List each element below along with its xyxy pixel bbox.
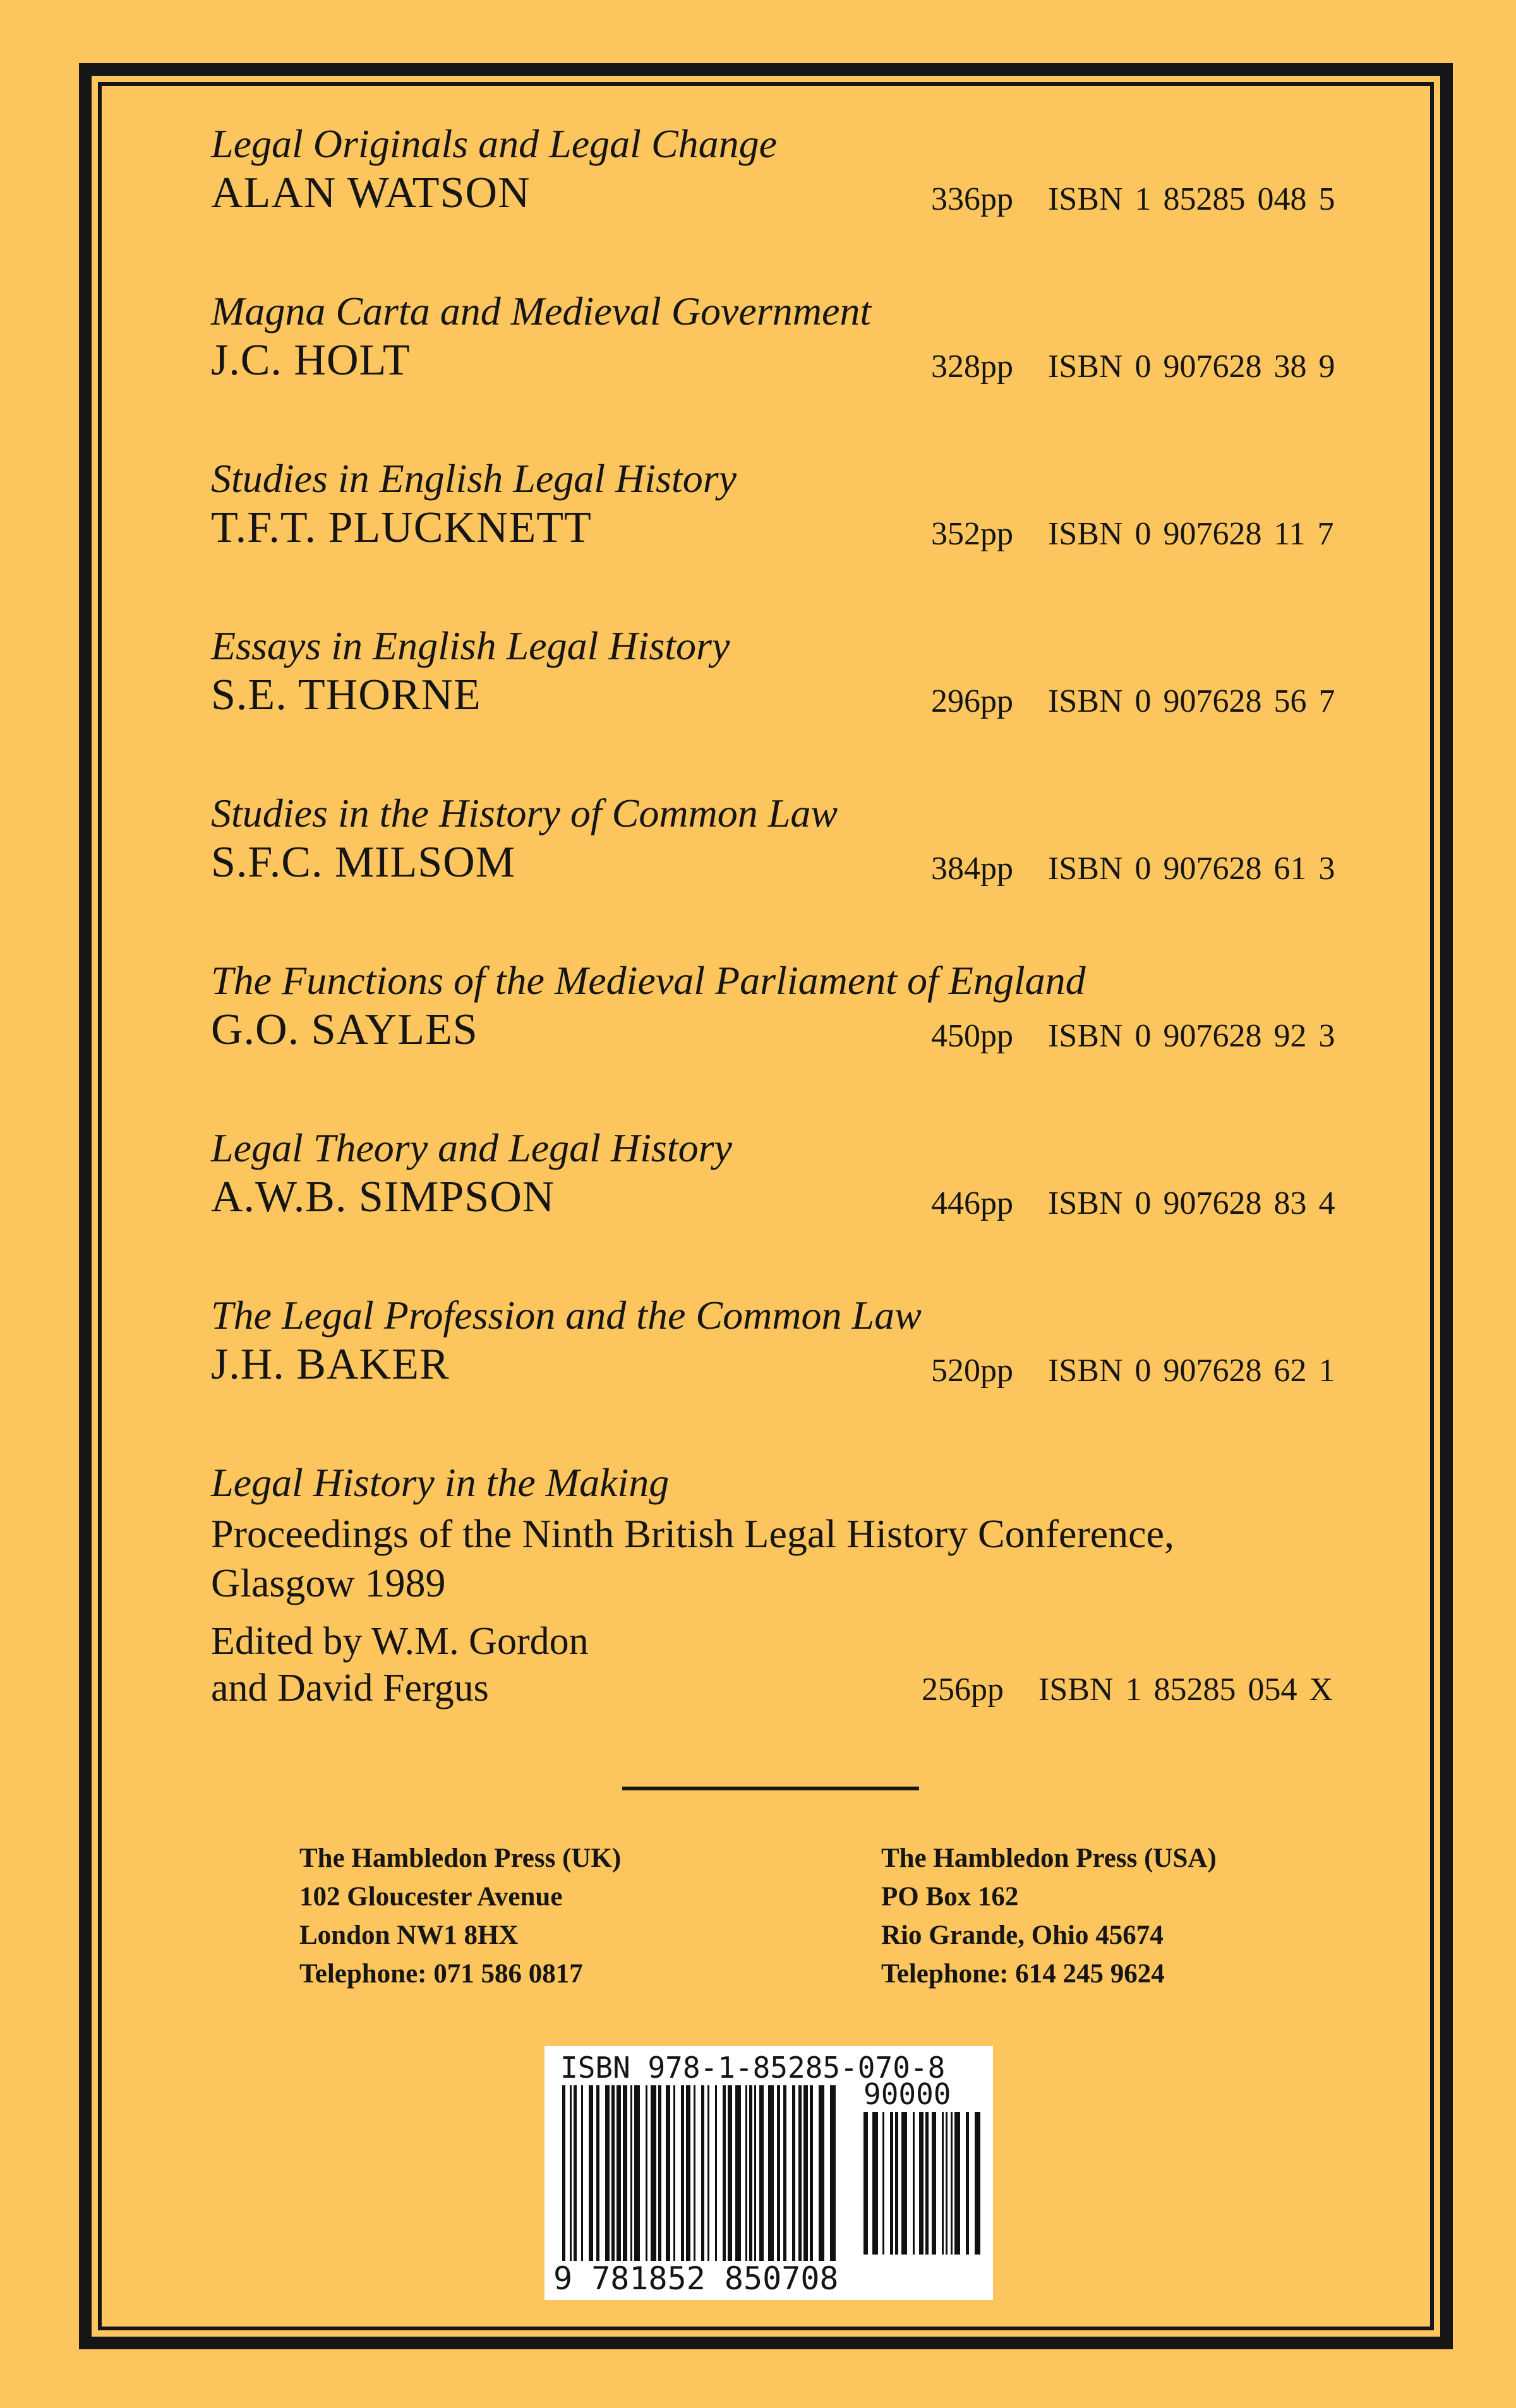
barcode-bar: [890, 2112, 893, 2255]
book-title: Legal Theory and Legal History: [211, 1125, 732, 1170]
book-isbn: ISBN 0 907628 61 3: [1048, 851, 1335, 887]
barcode-bar: [895, 2112, 898, 2255]
barcode-bar: [942, 2112, 944, 2255]
book-isbn: ISBN 0 907628 62 1: [1048, 1353, 1335, 1389]
book-title: Legal History in the Making: [211, 1460, 670, 1505]
book-title: Magna Carta and Medieval Government: [211, 289, 872, 333]
barcode-bar: [673, 2085, 675, 2261]
barcode-bar: [745, 2085, 747, 2261]
book-pages: 520pp: [931, 1353, 1013, 1389]
book-isbn: ISBN 0 907628 38 9: [1048, 349, 1335, 385]
publisher-phone: Telephone: 614 245 9624: [881, 1959, 1165, 1989]
book-entry: [211, 1291, 1335, 1390]
book-subtitle-line1: Proceedings of the Ninth British Legal History Conference,: [211, 1511, 1174, 1556]
book-isbn: ISBN 0 907628 56 7: [1048, 683, 1335, 719]
book-isbn: ISBN 1 85285 048 5: [1048, 181, 1335, 217]
barcode-bar: [589, 2085, 593, 2261]
book-entry: [211, 622, 1335, 721]
book-subtitle-line2: Glasgow 1989: [211, 1560, 446, 1605]
barcode-bar: [932, 2112, 936, 2255]
barcode-bar: [574, 2085, 577, 2261]
book-entry: [211, 957, 1335, 1055]
barcode-bar: [617, 2085, 621, 2261]
book-author: J.C. HOLT: [211, 336, 411, 385]
book-author: ALAN WATSON: [211, 169, 531, 217]
book-isbn: ISBN 0 907628 83 4: [1048, 1185, 1335, 1221]
barcode-bar: [951, 2112, 953, 2255]
book-pages: 446pp: [931, 1185, 1013, 1221]
barcode-bar: [919, 2112, 923, 2255]
book-author: G.O. SAYLES: [211, 1005, 478, 1054]
barcode-bar: [754, 2085, 756, 2261]
barcode-bar: [651, 2085, 656, 2261]
book-author: A.W.B. SIMPSON: [211, 1173, 555, 1221]
barcode-bar: [562, 2085, 565, 2261]
book-title: Studies in English Legal History: [211, 456, 737, 501]
barcode-bar: [728, 2085, 732, 2261]
barcode-bar: [783, 2085, 786, 2261]
book-pages: 328pp: [931, 349, 1013, 385]
book-title: The Functions of the Medieval Parliament of England: [211, 958, 1086, 1003]
book-pages: 336pp: [931, 181, 1013, 217]
barcode-addon-text: 90000: [863, 2077, 951, 2111]
barcode-bar: [872, 2112, 878, 2255]
publisher-street: PO Box 162: [881, 1882, 1019, 1912]
book-editor-line1: Edited by W.M. Gordon: [211, 1620, 589, 1663]
book-isbn: ISBN 0 907628 92 3: [1048, 1018, 1335, 1054]
book-editor-line2: and David Fergus: [211, 1667, 489, 1710]
book-pages: 352pp: [931, 516, 1013, 552]
book-author: S.E. THORNE: [211, 671, 481, 719]
publisher-street: 102 Gloucester Avenue: [299, 1882, 563, 1912]
publisher-phone: Telephone: 071 586 0817: [299, 1959, 583, 1989]
barcode-bar: [570, 2085, 572, 2261]
publisher-address-uk: [299, 1839, 621, 1993]
barcode-bar: [646, 2085, 647, 2261]
barcode-bar: [666, 2085, 670, 2261]
book-pages: 256pp: [922, 1672, 1004, 1708]
book-author: T.F.T. PLUCKNETT: [211, 503, 592, 552]
barcode-isbn-text: ISBN 978-1-85285-070-8: [560, 2051, 946, 2085]
book-entry: [211, 120, 1335, 219]
barcode-bar: [803, 2085, 808, 2261]
barcode-bar: [749, 2085, 752, 2261]
book-title: Essays in English Legal History: [211, 623, 730, 668]
publisher-city: London NW1 8HX: [299, 1920, 519, 1950]
book-pages: 296pp: [931, 683, 1013, 719]
barcode-bar: [715, 2085, 717, 2261]
barcode-bar: [863, 2112, 868, 2255]
barcode-bar: [759, 2085, 764, 2261]
barcode-bar: [581, 2085, 583, 2261]
barcode-bar: [819, 2085, 824, 2261]
publisher-city: Rio Grande, Ohio 45674: [881, 1920, 1164, 1950]
barcode-bar: [798, 2085, 802, 2261]
barcode-bar: [634, 2085, 640, 2261]
barcode-bar: [946, 2112, 948, 2255]
book-author: S.F.C. MILSOM: [211, 838, 515, 887]
barcode: [544, 2046, 993, 2300]
book-entry: [211, 789, 1335, 888]
barcode-bar: [694, 2085, 695, 2261]
barcode-bar: [777, 2085, 780, 2261]
barcode-bar: [707, 2085, 709, 2261]
publisher-name: The Hambledon Press (USA): [881, 1843, 1217, 1873]
book-author: J.H. BAKER: [211, 1340, 450, 1389]
barcode-bar: [913, 2112, 915, 2255]
barcode-bar: [901, 2112, 907, 2255]
book-isbn: ISBN 1 85285 054 X: [1038, 1672, 1333, 1708]
book-entry-proceedings: [211, 1459, 1333, 1711]
publisher-name: The Hambledon Press (UK): [299, 1843, 622, 1873]
barcode-bar: [701, 2085, 704, 2261]
book-entry: [211, 287, 1335, 386]
divider-rule: [622, 1787, 919, 1790]
barcode-bar: [611, 2085, 615, 2261]
book-entry: [211, 1124, 1335, 1223]
barcode-ean-text: 9 781852 850708: [553, 2260, 839, 2297]
publisher-address-usa: [881, 1839, 1217, 1993]
book-isbn: ISBN 0 907628 11 7: [1048, 516, 1334, 552]
barcode-bar: [681, 2085, 684, 2261]
barcode-bar: [605, 2085, 610, 2261]
barcode-bar: [723, 2085, 726, 2261]
book-entry: [211, 455, 1334, 553]
barcode-bar: [954, 2112, 960, 2255]
barcode-bar: [966, 2112, 969, 2255]
barcode-bar: [686, 2085, 690, 2261]
book-title: Studies in the History of Common Law: [211, 791, 838, 836]
barcode-bar: [975, 2112, 980, 2255]
barcode-bar: [792, 2085, 795, 2261]
barcode-bar: [830, 2085, 836, 2261]
barcode-bar: [882, 2112, 884, 2255]
book-pages: 384pp: [931, 851, 1013, 887]
barcode-bar: [596, 2085, 599, 2261]
barcode-bar: [623, 2085, 627, 2261]
book-pages: 450pp: [931, 1018, 1013, 1054]
barcode-bar: [768, 2085, 774, 2261]
barcode-bar: [810, 2085, 813, 2261]
book-title: The Legal Profession and the Common Law: [211, 1293, 922, 1338]
barcode-bar: [630, 2085, 632, 2261]
barcode-bar: [658, 2085, 661, 2261]
barcode-bar: [735, 2085, 741, 2261]
book-title: Legal Originals and Legal Change: [211, 121, 778, 166]
barcode-bar: [925, 2112, 929, 2255]
